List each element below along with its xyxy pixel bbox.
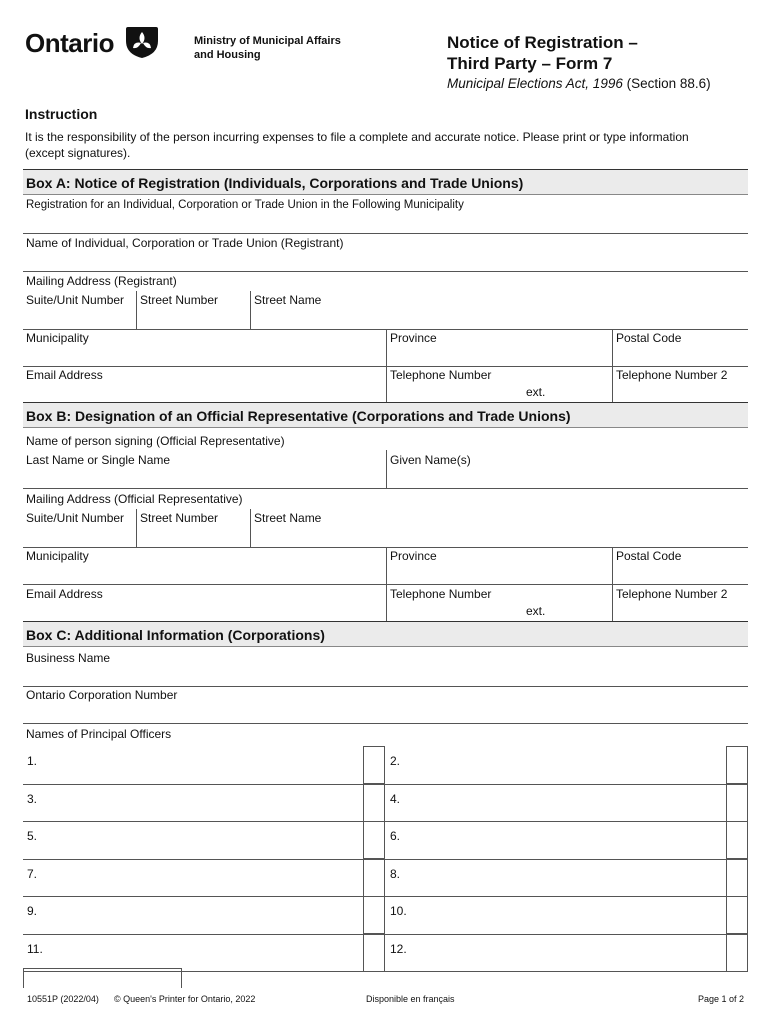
form-code: 10551P (2022/04) bbox=[27, 994, 99, 1004]
officer-side-box bbox=[726, 821, 748, 859]
page-number: Page 1 of 2 bbox=[698, 994, 745, 1004]
rep-street-number-label: Street Number bbox=[140, 511, 219, 525]
box-c-heading: Box C: Additional Information (Corporations) bbox=[23, 621, 748, 647]
act-reference: Municipal Elections Act, 1996 (Section 88.6) bbox=[447, 76, 711, 91]
officer-side-box bbox=[726, 784, 748, 822]
officer-number-label: 1. bbox=[27, 754, 38, 768]
ministry-name: Ministry of Municipal Affairs and Housing bbox=[194, 35, 341, 61]
box-a-heading: Box A: Notice of Registration (Individuals, Corporations and Trade Unions) bbox=[23, 169, 748, 195]
registrant-postal-code-label: Postal Code bbox=[616, 331, 682, 345]
rep-email-label: Email Address bbox=[26, 587, 103, 601]
registrant-street-name-label: Street Name bbox=[254, 293, 322, 307]
rep-telephone2-label: Telephone Number 2 bbox=[616, 587, 728, 601]
rep-postal-code-label: Postal Code bbox=[616, 549, 682, 563]
registrant-suite-label: Suite/Unit Number bbox=[26, 293, 125, 307]
principal-officers-label: Names of Principal Officers bbox=[26, 727, 172, 741]
registrant-mailing-address-label: Mailing Address (Registrant) bbox=[26, 274, 177, 288]
officer-number-label: 4. bbox=[390, 791, 401, 806]
registrant-province-label: Province bbox=[390, 331, 437, 345]
officer-number-label: 12. bbox=[390, 941, 407, 956]
registrant-telephone2-label: Telephone Number 2 bbox=[616, 368, 728, 382]
officer-side-box bbox=[726, 859, 748, 897]
registrant-email-label: Email Address bbox=[26, 368, 103, 382]
registrant-street-number-label: Street Number bbox=[140, 293, 219, 307]
officer-number-label: 2. bbox=[390, 754, 401, 768]
officer-number-label: 11. bbox=[27, 941, 43, 956]
form-title: Notice of Registration – Third Party – Form 7 bbox=[447, 33, 638, 73]
box-b-heading: Box B: Designation of an Official Representative (Corporations and Trade Unions) bbox=[23, 402, 748, 428]
instruction-heading: Instruction bbox=[25, 106, 98, 122]
officer-number-label: 7. bbox=[27, 866, 38, 881]
officer-side-box bbox=[726, 896, 748, 934]
registration-for-label: Registration for an Individual, Corporation or Trade Union in the Following Municipality bbox=[26, 199, 464, 211]
rep-last-name-label: Last Name or Single Name bbox=[26, 453, 171, 467]
corporation-number-label: Ontario Corporation Number bbox=[26, 688, 178, 702]
bottom-entry-box bbox=[23, 968, 182, 988]
person-signing-label: Name of person signing (Official Representative) bbox=[26, 434, 285, 448]
officer-number-label: 8. bbox=[390, 866, 401, 881]
officer-number-label: 10. bbox=[390, 904, 407, 918]
rep-suite-label: Suite/Unit Number bbox=[26, 511, 125, 525]
officer-side-box bbox=[363, 859, 385, 897]
rep-municipality-label: Municipality bbox=[26, 549, 89, 563]
registrant-name-label: Name of Individual, Corporation or Trade Union (Registrant) bbox=[26, 236, 344, 250]
officer-side-box bbox=[363, 746, 385, 784]
officer-number-label: 9. bbox=[27, 904, 38, 918]
officer-side-box bbox=[726, 746, 748, 784]
copyright-notice: © Queen's Printer for Ontario, 2022 bbox=[114, 994, 256, 1004]
registrant-ext-label: ext. bbox=[526, 385, 546, 399]
officer-side-box bbox=[363, 821, 385, 859]
officer-number-label: 3. bbox=[27, 791, 38, 806]
officer-side-box bbox=[363, 784, 385, 822]
officer-side-box bbox=[726, 934, 748, 972]
instruction-text: It is the responsibility of the person incurring expenses to file a complete and accurate notice. Please print or type information (except signatures). bbox=[25, 130, 689, 160]
rep-mailing-address-label: Mailing Address (Official Representative) bbox=[26, 492, 243, 506]
business-name-label: Business Name bbox=[26, 651, 111, 665]
rep-given-names-label: Given Name(s) bbox=[390, 453, 471, 467]
registrant-telephone-label: Telephone Number bbox=[390, 368, 492, 382]
officer-side-box bbox=[363, 934, 385, 972]
french-availability: Disponible en français bbox=[366, 994, 455, 1004]
trillium-logo-icon bbox=[124, 24, 160, 60]
registrant-municipality-label: Municipality bbox=[26, 331, 89, 345]
rep-telephone-label: Telephone Number bbox=[390, 587, 492, 601]
rep-street-name-label: Street Name bbox=[254, 511, 322, 525]
rep-ext-label: ext. bbox=[526, 604, 546, 618]
officer-number-label: 5. bbox=[27, 829, 38, 843]
officer-number-label: 6. bbox=[390, 829, 401, 843]
ontario-logo-text: Ontario bbox=[25, 28, 114, 58]
officer-side-box bbox=[363, 896, 385, 934]
rep-province-label: Province bbox=[390, 549, 437, 563]
